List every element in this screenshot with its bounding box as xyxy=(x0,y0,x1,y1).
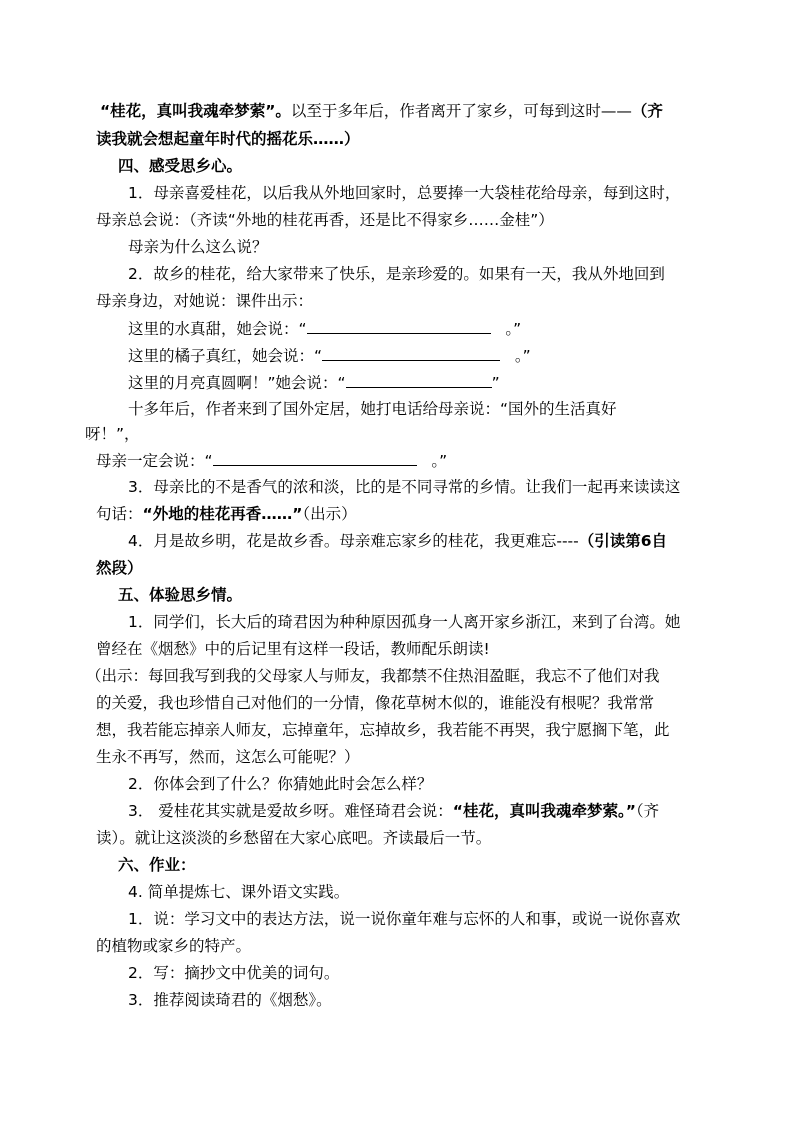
fill-blank-line xyxy=(128,318,521,339)
answer-blank xyxy=(322,345,500,361)
fill-blank-line xyxy=(128,345,531,366)
paragraph-line: 母亲为什么这么说？ xyxy=(128,238,268,256)
section-heading: 五、体验思乡情。 xyxy=(118,586,243,604)
prompt-text: 。” xyxy=(431,452,448,470)
bold-text: （引读第6自 xyxy=(578,532,668,550)
paragraph-line: 母亲总会说：（齐读“外地的桂花再香，还是比不得家乡……金桂”） xyxy=(96,211,554,229)
bold-text: （齐 xyxy=(631,102,663,120)
prompt-text: 这里的月亮真圆啊！”她会说：“ xyxy=(128,374,346,392)
fill-blank-line xyxy=(128,372,500,393)
body-text: 句话： xyxy=(96,505,143,523)
section-heading: 四、感受思乡心。 xyxy=(118,157,243,175)
body-text: 3． 爱桂花其实就是爱故乡呀。难怪琦君会说： xyxy=(128,802,453,820)
paragraph-line: 3．母亲比的不是香气的浓和淡，比的是不同寻常的乡情。让我们一起再来读读这 xyxy=(128,478,681,496)
prompt-text: 这里的橘子真红，她会说：“ xyxy=(128,347,323,365)
fill-blank-line xyxy=(96,450,447,471)
paragraph-line: 生永不再写，然而，这怎么可能呢？） xyxy=(96,748,360,766)
prompt-text: 。” xyxy=(505,320,522,338)
paragraph-line: 十多年后，作者来到了国外定居，她打电话给母亲说：“国外的生活真好 xyxy=(128,400,617,418)
body-text: （齐 xyxy=(635,802,660,820)
paragraph-line: 2．写：摘抄文中优美的词句。 xyxy=(128,964,340,982)
paragraph-line: 的植物或家乡的特产。 xyxy=(96,937,252,955)
paragraph-line xyxy=(96,504,357,524)
paragraph-line: 想，我若能忘掉亲人师友，忘掉童年，忘掉故乡，我若能不再哭，我宁愿搁下笔，此 xyxy=(96,721,670,739)
paragraph-line: 读我就会想起童年时代的摇花乐……） xyxy=(96,130,360,148)
paragraph-line xyxy=(128,801,659,821)
paragraph-line xyxy=(128,531,667,551)
paragraph-line: 4. 简单提炼七、课外语文实践。 xyxy=(128,883,350,901)
answer-blank xyxy=(346,372,492,388)
paragraph-line: 母亲身边，对她说：课件出示： xyxy=(96,292,314,310)
paragraph-line: 3．推荐阅读琦君的《烟愁》。 xyxy=(128,991,332,1009)
quote-text: “外地的桂花再香……” xyxy=(142,505,303,523)
body-text: （出示） xyxy=(302,505,357,523)
paragraph-line: 1．同学们，长大后的琦君因为种种原因孤身一人离开家乡浙江，来到了台湾。她 xyxy=(128,613,681,631)
paragraph-line: 然段） xyxy=(96,559,143,577)
paragraph-line: （出示：每回我写到我的父母家人与师友，我都禁不住热泪盈眶，我忘不了他们对我 xyxy=(86,667,660,685)
paragraph-line: 1．母亲喜爱桂花，以后我从外地回家时，总要捧一大袋桂花给母亲，每到这时， xyxy=(128,184,681,202)
answer-blank xyxy=(307,318,491,334)
paragraph-line: 2．你体会到了什么？你猜她此时会怎么样？ xyxy=(128,775,433,793)
section-heading: 六、作业： xyxy=(118,856,196,874)
prompt-text: 这里的水真甜，她会说：“ xyxy=(128,320,307,338)
quote-text: “桂花，真叫我魂牵梦萦”。 xyxy=(100,102,291,120)
prompt-text: 。” xyxy=(514,347,531,365)
paragraph-line: 1．说：学习文中的表达方法，说一说你童年难与忘怀的人和事，或说一说你喜欢 xyxy=(128,910,681,928)
prompt-text: ” xyxy=(491,374,500,392)
paragraph-line: 曾经在《烟愁》中的后记里有这样一段话，教师配乐朗读! xyxy=(96,640,490,658)
answer-blank xyxy=(213,450,417,466)
body-text: 4．月是故乡明，花是故乡香。母亲难忘家乡的桂花，我更难忘---- xyxy=(128,532,579,550)
paragraph-line xyxy=(100,101,663,121)
body-text: 以至于多年后，作者离开了家乡，可每到这时—— xyxy=(290,102,632,120)
paragraph-line: 读）。就让这淡淡的乡愁留在大家心底吧。齐读最后一节。 xyxy=(96,829,492,847)
paragraph-line: 呀！”， xyxy=(85,425,140,443)
paragraph-line: 2．故乡的桂花，给大家带来了快乐，是亲珍爱的。如果有一天，我从外地回到 xyxy=(128,265,665,283)
paragraph-line: 的关爱，我也珍惜自己对他们的一分情，像花草树木似的，谁能没有根呢？我常常 xyxy=(96,694,655,712)
prompt-text: 母亲一定会说：“ xyxy=(96,452,213,470)
quote-text: “桂花，真叫我魂牵梦萦。” xyxy=(452,802,636,820)
